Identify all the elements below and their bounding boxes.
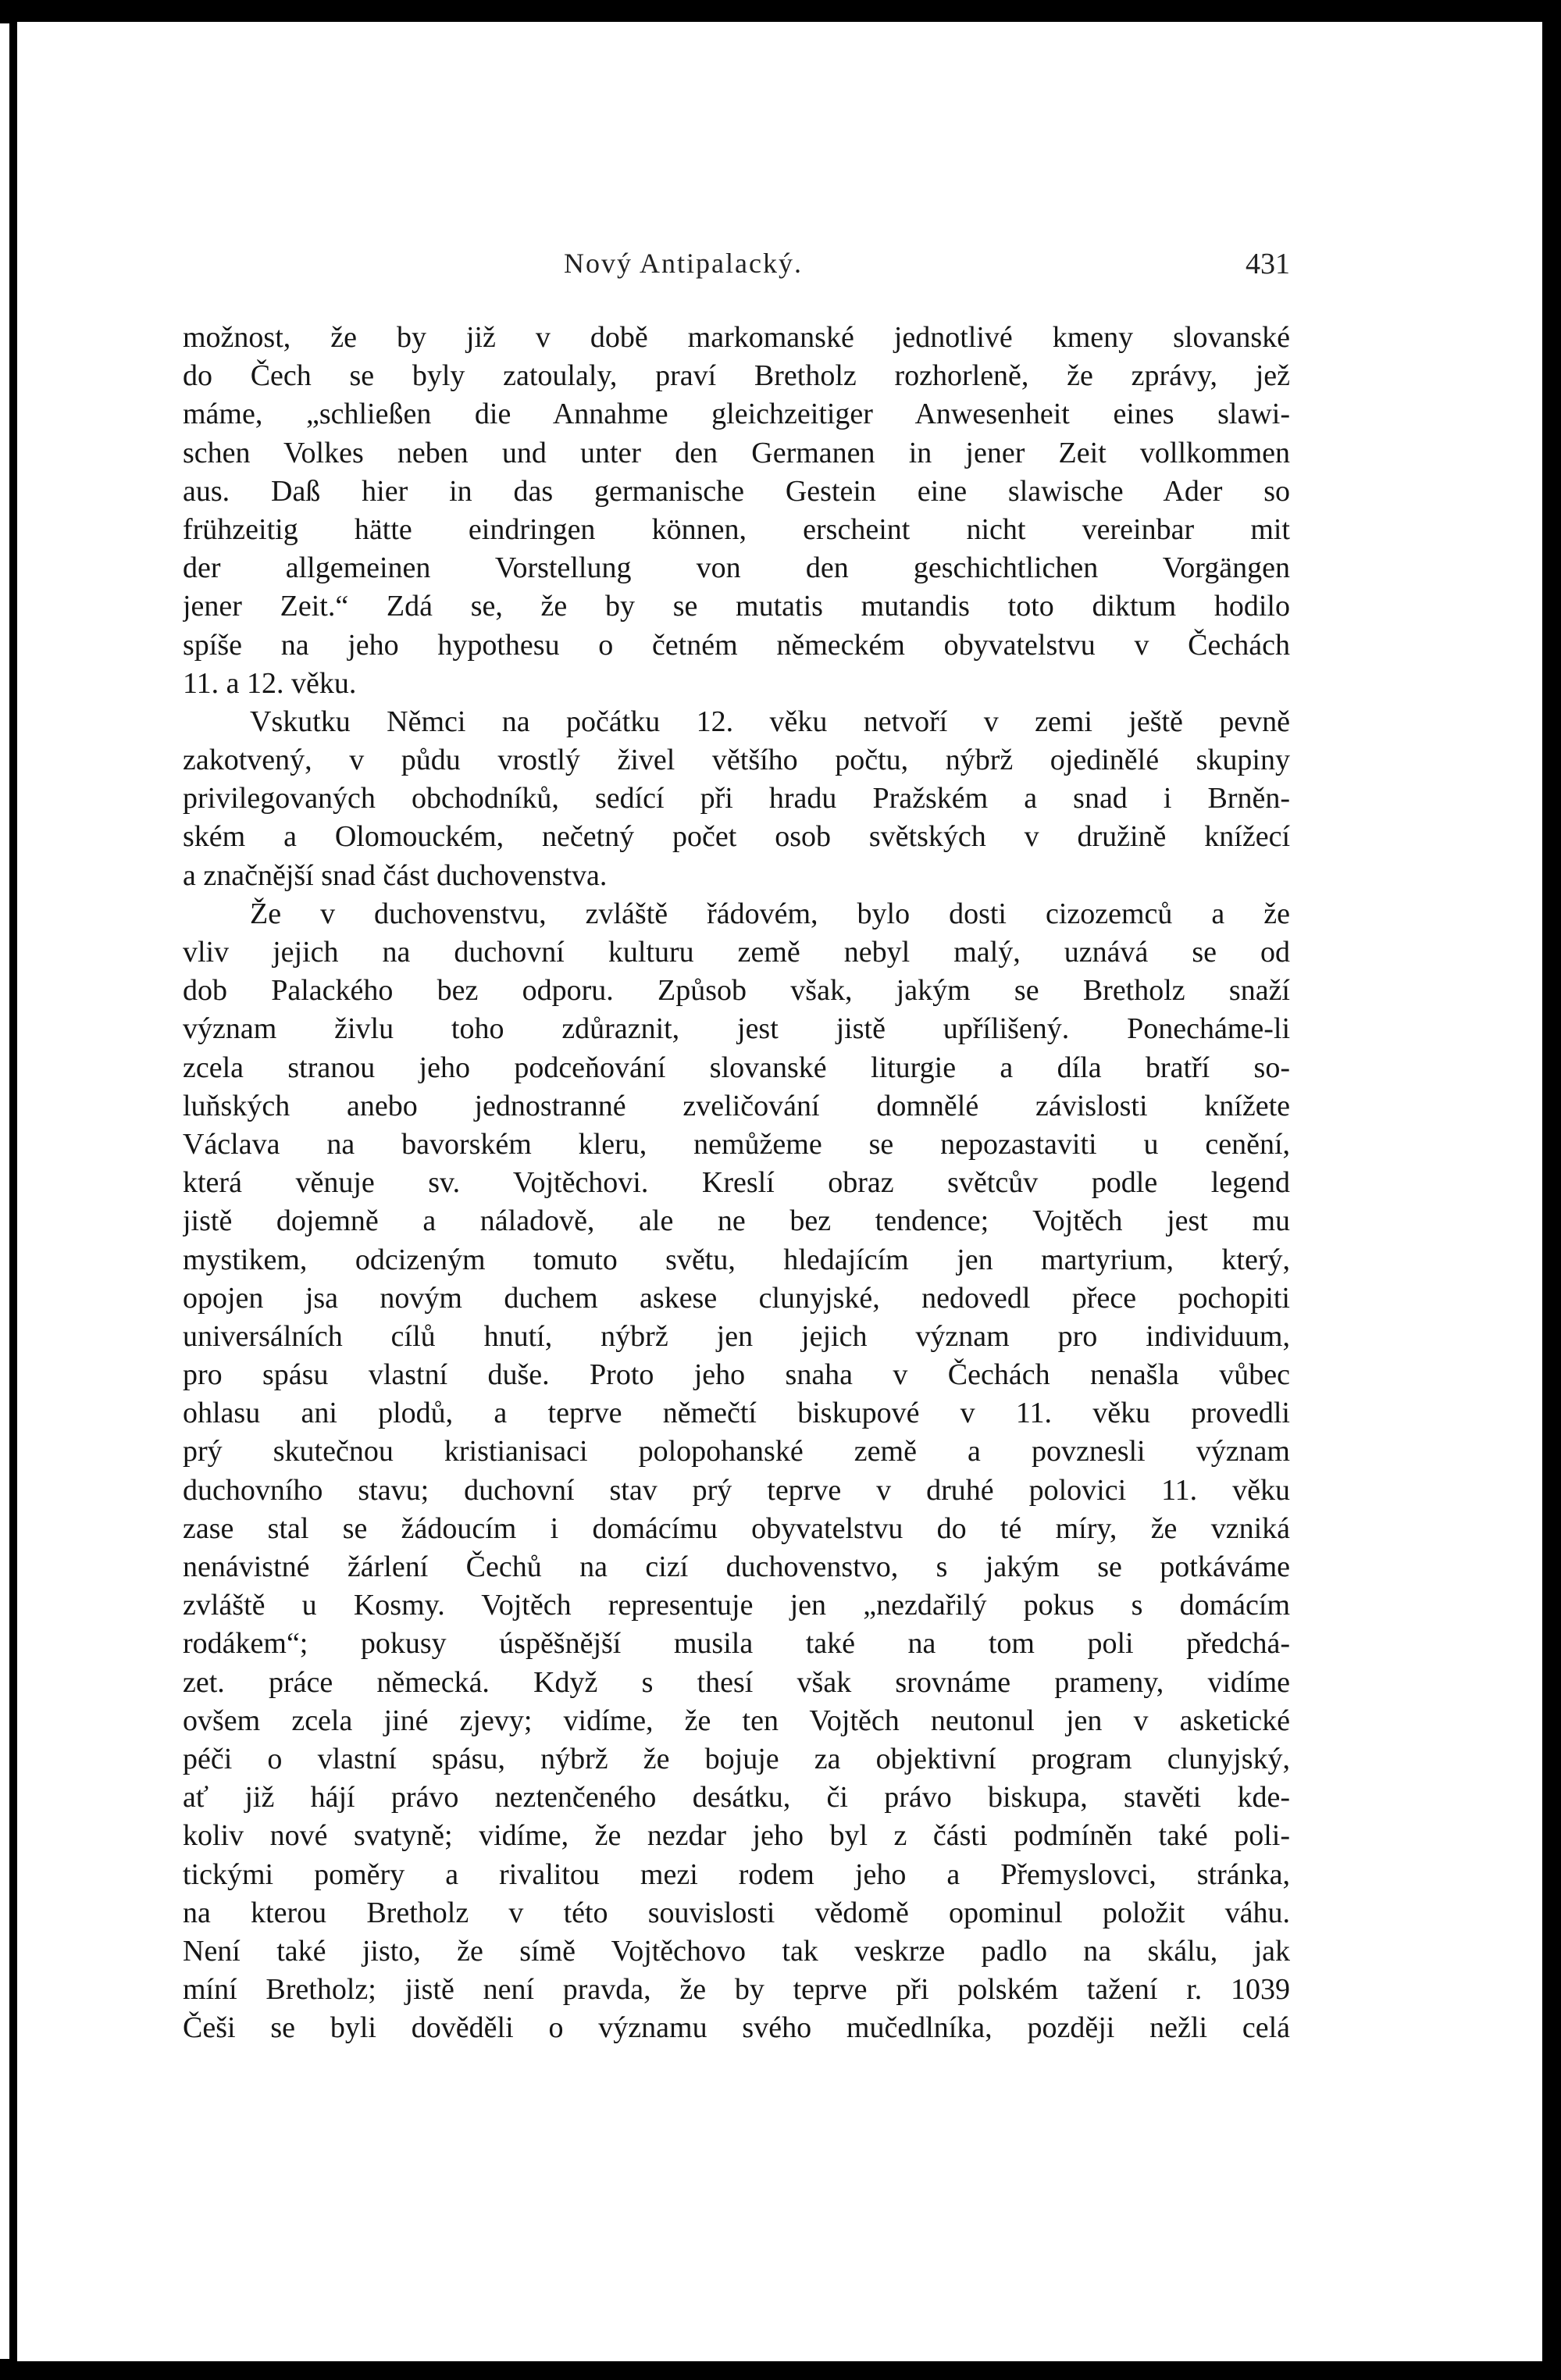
text-line: universálních cílů hnutí, nýbrž jen jejich význam pro individuum, — [183, 1319, 1290, 1353]
page-header — [564, 247, 1290, 286]
text-line: která věnuje sv. Vojtěchovi. Kreslí obraz světcův podle legend — [183, 1166, 1290, 1200]
text-line: ohlasu ani plodů, a teprve němečtí biskupové v 11. věku provedli — [183, 1397, 1290, 1430]
text-line: zet. práce německá. Když s thesí však srovnáme prameny, vidíme — [183, 1665, 1290, 1699]
text-line: schen Volkes neben und unter den Germanen in jener Zeit vollkommen — [183, 436, 1290, 469]
text-line: duchovního stavu; duchovní stav prý teprve v druhé polovici 11. věku — [183, 1473, 1290, 1507]
text-line: ském a Olomouckém, nečetný počet osob světských v družině knížecí — [183, 820, 1290, 854]
text-line: možnost, že by již v době markomanské jednotlivé kmeny slovanské — [183, 321, 1290, 354]
text-line: frühzeitig hätte eindringen können, erscheint nicht vereinbar mit — [183, 512, 1290, 546]
text-line: dob Palackého bez odporu. Způsob však, jakým se Bretholz snaží — [183, 974, 1290, 1008]
text-line: aus. Daß hier in das germanische Gestein eine slawische Ader so — [183, 474, 1290, 508]
running-title: Nový Antipalacký. — [564, 248, 803, 279]
text-line: nenávistné žárlení Čechů na cizí duchovenstvo, s jakým se potkáváme — [183, 1550, 1290, 1583]
text-line: ať již hájí právo neztenčeného desátku, či právo biskupa, stavěti kde- — [183, 1781, 1290, 1814]
text-line: míní Bretholz; jistě není pravda, že by teprve při polském tažení r. 1039 — [183, 1973, 1290, 2007]
text-line: zcela stranou jeho podceňování slovanské liturgie a díla bratří so- — [183, 1051, 1290, 1084]
text-line: zakotvený, v půdu vrostlý živel většího počtu, nýbrž ojedinělé skupiny — [183, 744, 1290, 777]
text-line: pro spásu vlastní duše. Proto jeho snaha v Čechách nenašla vůbec — [183, 1358, 1290, 1392]
text-line: zase stal se žádoucím i domácímu obyvatelstvu do té míry, že vzniká — [183, 1511, 1290, 1545]
page-number: 431 — [1246, 248, 1290, 280]
text-line: rodákem“; pokusy úspěšnější musila také na tom poli předchá- — [183, 1627, 1290, 1661]
book-page — [17, 22, 1542, 2361]
text-line: luňských anebo jednostranné zveličování domnělé závislosti knížete — [183, 1089, 1290, 1122]
text-line: vliv jejich na duchovní kulturu země nebyl malý, uznává se od — [183, 936, 1290, 969]
text-line: privilegovaných obchodníků, sedící při hradu Pražském a snad i Brněn- — [183, 782, 1290, 815]
text-line: 11. a 12. věku. — [183, 666, 357, 700]
text-line: zvláště u Kosmy. Vojtěch representuje jen „nezdařilý pokus s domácím — [183, 1589, 1290, 1622]
text-line: péči o vlastní spásu, nýbrž že bojuje za objektivní program clunyjský, — [183, 1742, 1290, 1775]
text-line: prý skutečnou kristianisaci polopohanské země a povznesli význam — [183, 1435, 1290, 1468]
page-edge — [0, 23, 9, 2359]
text-line: význam živlu toho zdůraznit, jest jistě upřílišený. Ponecháme-li — [183, 1012, 1290, 1046]
text-line: Češi se byli dověděli o významu svého mučedlníka, později nežli celá — [183, 2011, 1290, 2045]
text-line: tickými poměry a rivalitou mezi rodem jeho a Přemyslovci, stránka, — [183, 1857, 1290, 1891]
text-line: opojen jsa novým duchem askese clunyjské, nedovedl přece pochopiti — [183, 1281, 1290, 1315]
text-line: máme, „schließen die Annahme gleichzeitiger Anwesenheit eines slawi- — [183, 398, 1290, 431]
text-line: do Čech se byly zatoulaly, praví Bretholz rozhorleně, že zprávy, jež — [183, 359, 1290, 393]
text-line: jistě dojemně a náladově, ale ne bez tendence; Vojtěch jest mu — [183, 1204, 1290, 1238]
text-line: na kterou Bretholz v této souvislosti vědomě opominul položit váhu. — [183, 1896, 1290, 1929]
text-line: der allgemeinen Vorstellung von den geschichtlichen Vorgängen — [183, 551, 1290, 585]
text-line: ovšem zcela jiné zjevy; vidíme, že ten Vojtěch neutonul jen v asketické — [183, 1704, 1290, 1737]
text-line: spíše na jeho hypothesu o četném německém obyvatelstvu v Čechách — [183, 628, 1290, 662]
body-text — [183, 319, 1290, 2047]
text-line: jener Zeit.“ Zdá se, že by se mutatis mutandis toto diktum hodilo — [183, 590, 1290, 623]
text-line: koliv nové svatyně; vidíme, že nezdar jeho byl z části podmíněn také poli- — [183, 1819, 1290, 1853]
text-line: Václava na bavorském kleru, nemůžeme se nepozastaviti u cenění, — [183, 1127, 1290, 1161]
text-line: Není také jisto, že símě Vojtěchovo tak veskrze padlo na skálu, jak — [183, 1934, 1290, 1968]
text-line: a značnější snad část duchovenstva. — [183, 858, 608, 892]
text-line: mystikem, odcizeným tomuto světu, hledajícím jen martyrium, který, — [183, 1243, 1290, 1276]
text-line: Že v duchovenstvu, zvláště řádovém, bylo dosti cizozemců a že — [250, 897, 1290, 930]
text-line: Vskutku Němci na počátku 12. věku netvoří v zemi ještě pevně — [250, 705, 1290, 738]
